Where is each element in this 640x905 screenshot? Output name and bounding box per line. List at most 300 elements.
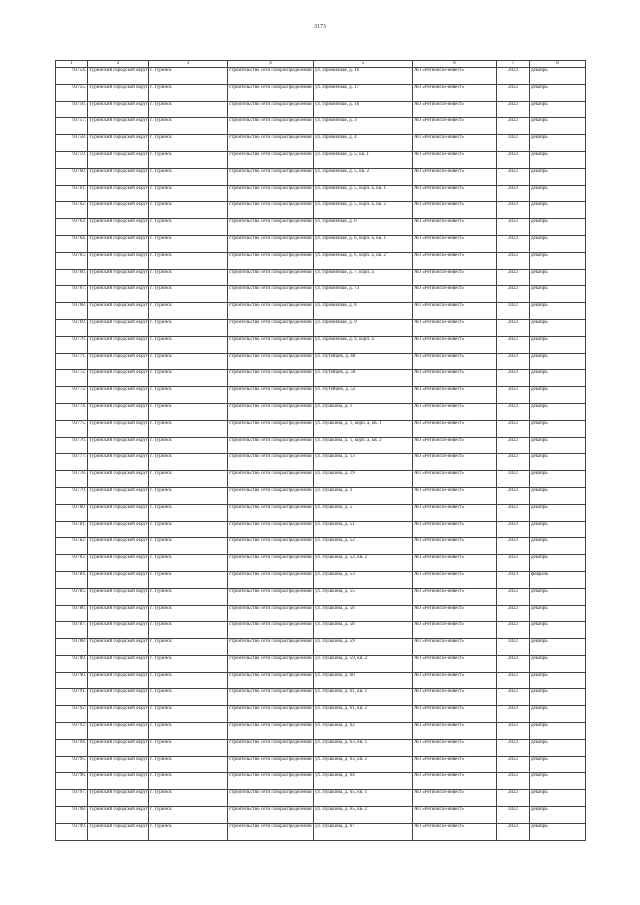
city-cell: г. Туринск — [149, 521, 228, 538]
row-number-cell: 93791. — [56, 689, 88, 706]
month-cell: декабрь — [530, 487, 586, 504]
organization-cell: АО «Регионгаз-инвест» — [413, 773, 497, 790]
district-cell: Туринский городской округ — [88, 471, 149, 488]
year-cell: 2022 — [497, 756, 530, 773]
month-cell: декабрь — [530, 538, 586, 555]
row-number-cell: 93761. — [56, 185, 88, 202]
table-row — [56, 84, 586, 101]
district-cell: Туринский городской округ — [88, 336, 149, 353]
district-cell: Туринский городской округ — [88, 571, 149, 588]
table-row — [56, 521, 586, 538]
row-number-cell: 93793. — [56, 723, 88, 740]
work-type-cell: строительство сети газораспределения — [228, 151, 314, 168]
address-cell: ул. Пушкина, д. 52, кв. 2 — [314, 555, 413, 572]
month-cell: декабрь — [530, 303, 586, 320]
month-cell: декабрь — [530, 454, 586, 471]
table-row — [56, 202, 586, 219]
month-cell: декабрь — [530, 555, 586, 572]
district-cell: Туринский городской округ — [88, 588, 149, 605]
work-type-cell: строительство сети газораспределения — [228, 286, 314, 303]
year-cell: 2022 — [497, 807, 530, 824]
work-type-cell: строительство сети газораспределения — [228, 202, 314, 219]
address-cell: ул. Пушкина, д. 13 — [314, 454, 413, 471]
city-cell: г. Туринск — [149, 739, 228, 756]
month-cell: декабрь — [530, 370, 586, 387]
address-cell: ул. Пушкина, д. 59, кв. 2 — [314, 655, 413, 672]
city-cell: г. Туринск — [149, 689, 228, 706]
month-cell: декабрь — [530, 588, 586, 605]
month-cell: декабрь — [530, 319, 586, 336]
table-row — [56, 689, 586, 706]
work-type-cell: строительство сети газораспределения — [228, 303, 314, 320]
organization-cell: АО «Регионгаз-инвест» — [413, 639, 497, 656]
table-row — [56, 101, 586, 118]
organization-cell: АО «Регионгаз-инвест» — [413, 521, 497, 538]
work-type-cell: строительство сети газораспределения — [228, 521, 314, 538]
month-cell: декабрь — [530, 336, 586, 353]
work-type-cell: строительство сети газораспределения — [228, 420, 314, 437]
city-cell: г. Туринск — [149, 135, 228, 152]
table-row — [56, 807, 586, 824]
month-cell: декабрь — [530, 689, 586, 706]
district-cell: Туринский городской округ — [88, 118, 149, 135]
work-type-cell: строительство сети газораспределения — [228, 387, 314, 404]
column-header: 1 — [56, 61, 88, 68]
address-cell: ул. Примичная, д. 5, корп. а, кв. 2 — [314, 202, 413, 219]
month-cell: декабрь — [530, 101, 586, 118]
city-cell: г. Туринск — [149, 118, 228, 135]
address-cell: ул. Пушкина, д. 61, кв. 2 — [314, 706, 413, 723]
organization-cell: АО «Регионгаз-инвест» — [413, 571, 497, 588]
address-cell: ул. Пушкина, д. 19 — [314, 471, 413, 488]
work-type-cell: строительство сети газораспределения — [228, 773, 314, 790]
month-cell: декабрь — [530, 723, 586, 740]
district-cell: Туринский городской округ — [88, 269, 149, 286]
city-cell: г. Туринск — [149, 790, 228, 807]
organization-cell: АО «Регионгаз-инвест» — [413, 555, 497, 572]
row-number-cell: 93788. — [56, 639, 88, 656]
district-cell: Туринский городской округ — [88, 84, 149, 101]
organization-cell: АО «Регионгаз-инвест» — [413, 739, 497, 756]
work-type-cell: строительство сети газораспределения — [228, 756, 314, 773]
table-row — [56, 639, 586, 656]
address-cell: ул. Пушкина, д. 65, кв. 1 — [314, 790, 413, 807]
address-cell: ул. Пушкина, д. 5 — [314, 504, 413, 521]
table-row — [56, 135, 586, 152]
organization-cell: АО «Регионгаз-инвест» — [413, 420, 497, 437]
table-row — [56, 269, 586, 286]
work-type-cell: строительство сети газораспределения — [228, 739, 314, 756]
address-cell: ул. Примичная, д. 9, корп. а — [314, 336, 413, 353]
work-type-cell: строительство сети газораспределения — [228, 823, 314, 840]
city-cell: г. Туринск — [149, 538, 228, 555]
table-row — [56, 605, 586, 622]
year-cell: 2022 — [497, 219, 530, 236]
month-cell: декабрь — [530, 420, 586, 437]
row-number-cell: 93783. — [56, 555, 88, 572]
table-row — [56, 286, 586, 303]
row-number-cell: 93781. — [56, 521, 88, 538]
organization-cell: АО «Регионгаз-инвест» — [413, 353, 497, 370]
table-row — [56, 68, 586, 85]
organization-cell: АО «Регионгаз-инвест» — [413, 319, 497, 336]
address-cell: ул. Пушкина, д. 62 — [314, 723, 413, 740]
month-cell: декабрь — [530, 202, 586, 219]
row-number-cell: 93768. — [56, 303, 88, 320]
organization-cell: АО «Регионгаз-инвест» — [413, 68, 497, 85]
row-number-cell: 93772. — [56, 370, 88, 387]
district-cell: Туринский городской округ — [88, 135, 149, 152]
address-cell: ул. Пушкина, д. 1 — [314, 403, 413, 420]
year-cell: 2022 — [497, 202, 530, 219]
district-cell: Туринский городской округ — [88, 219, 149, 236]
year-cell: 2022 — [497, 723, 530, 740]
address-cell: ул. Пушкина, д. 3 — [314, 487, 413, 504]
address-cell: ул. Пушкина, д. 58 — [314, 622, 413, 639]
city-cell: г. Туринск — [149, 68, 228, 85]
month-cell: февраль — [530, 571, 586, 588]
year-cell: 2022 — [497, 68, 530, 85]
year-cell: 2022 — [497, 235, 530, 252]
year-cell: 2022 — [497, 655, 530, 672]
work-type-cell: строительство сети газораспределения — [228, 723, 314, 740]
table-row — [56, 336, 586, 353]
row-number-cell: 93759. — [56, 151, 88, 168]
row-number-cell: 93766. — [56, 269, 88, 286]
district-cell: Туринский городской округ — [88, 823, 149, 840]
city-cell: г. Туринск — [149, 622, 228, 639]
row-number-cell: 93780. — [56, 504, 88, 521]
address-cell: ул. Пушкина, д. 64 — [314, 773, 413, 790]
district-cell: Туринский городской округ — [88, 504, 149, 521]
table-row — [56, 706, 586, 723]
city-cell: г. Туринск — [149, 437, 228, 454]
city-cell: г. Туринск — [149, 605, 228, 622]
organization-cell: АО «Регионгаз-инвест» — [413, 269, 497, 286]
work-type-cell: строительство сети газораспределения — [228, 403, 314, 420]
column-header: 2 — [88, 61, 149, 68]
table-row — [56, 571, 586, 588]
table-row — [56, 555, 586, 572]
city-cell: г. Туринск — [149, 807, 228, 824]
address-cell: ул. Примичная, д. 9 — [314, 319, 413, 336]
address-cell: ул. Пушкина, д. 60 — [314, 672, 413, 689]
work-type-cell: строительство сети газораспределения — [228, 101, 314, 118]
row-number-cell: 93777. — [56, 454, 88, 471]
work-type-cell: строительство сети газораспределения — [228, 168, 314, 185]
district-cell: Туринский городской округ — [88, 655, 149, 672]
work-type-cell: строительство сети газораспределения — [228, 84, 314, 101]
city-cell: г. Туринск — [149, 471, 228, 488]
year-cell: 2022 — [497, 353, 530, 370]
organization-cell: АО «Регионгаз-инвест» — [413, 538, 497, 555]
organization-cell: АО «Регионгаз-инвест» — [413, 219, 497, 236]
address-cell: ул. Примичная, д. 7, корп. а — [314, 269, 413, 286]
row-number-cell: 93754. — [56, 68, 88, 85]
month-cell: декабрь — [530, 185, 586, 202]
city-cell: г. Туринск — [149, 487, 228, 504]
district-cell: Туринский городской округ — [88, 790, 149, 807]
year-cell: 2022 — [497, 185, 530, 202]
organization-cell: АО «Регионгаз-инвест» — [413, 235, 497, 252]
city-cell: г. Туринск — [149, 504, 228, 521]
work-type-cell: строительство сети газораспределения — [228, 252, 314, 269]
column-header: 3 — [149, 61, 228, 68]
work-type-cell: строительство сети газораспределения — [228, 118, 314, 135]
month-cell: декабрь — [530, 286, 586, 303]
city-cell: г. Туринск — [149, 823, 228, 840]
month-cell: декабрь — [530, 471, 586, 488]
year-cell: 2022 — [497, 387, 530, 404]
address-cell: ул. Пушкина, д. 55 — [314, 588, 413, 605]
month-cell: декабрь — [530, 168, 586, 185]
district-cell: Туринский городской округ — [88, 521, 149, 538]
row-number-cell: 93782. — [56, 538, 88, 555]
year-cell: 2022 — [497, 588, 530, 605]
work-type-cell: строительство сети газораспределения — [228, 269, 314, 286]
district-cell: Туринский городской округ — [88, 555, 149, 572]
city-cell: г. Туринск — [149, 336, 228, 353]
year-cell: 2022 — [497, 168, 530, 185]
organization-cell: АО «Регионгаз-инвест» — [413, 403, 497, 420]
table-row — [56, 723, 586, 740]
row-number-cell: 93794. — [56, 739, 88, 756]
year-cell: 2022 — [497, 622, 530, 639]
address-cell: ул. Пушкина, д. 52 — [314, 538, 413, 555]
city-cell: г. Туринск — [149, 588, 228, 605]
district-cell: Туринский городской округ — [88, 807, 149, 824]
month-cell: декабрь — [530, 790, 586, 807]
year-cell: 2022 — [497, 286, 530, 303]
table-row — [56, 387, 586, 404]
organization-cell: АО «Регионгаз-инвест» — [413, 151, 497, 168]
year-cell: 2022 — [497, 269, 530, 286]
city-cell: г. Туринск — [149, 101, 228, 118]
year-cell: 2022 — [497, 135, 530, 152]
work-type-cell: строительство сети газораспределения — [228, 219, 314, 236]
month-cell: декабрь — [530, 84, 586, 101]
month-cell: декабрь — [530, 118, 586, 135]
table-row — [56, 655, 586, 672]
row-number-cell: 93797. — [56, 790, 88, 807]
city-cell: г. Туринск — [149, 235, 228, 252]
column-header: 5 — [314, 61, 413, 68]
month-cell: декабрь — [530, 387, 586, 404]
month-cell: декабрь — [530, 706, 586, 723]
organization-cell: АО «Регионгаз-инвест» — [413, 790, 497, 807]
district-cell: Туринский городской округ — [88, 68, 149, 85]
city-cell: г. Туринск — [149, 756, 228, 773]
month-cell: декабрь — [530, 219, 586, 236]
row-number-cell: 93790. — [56, 672, 88, 689]
district-cell: Туринский городской округ — [88, 723, 149, 740]
row-number-cell: 93792. — [56, 706, 88, 723]
address-cell: ул. Примичная, д. 17 — [314, 84, 413, 101]
work-type-cell: строительство сети газораспределения — [228, 353, 314, 370]
work-type-cell: строительство сети газораспределения — [228, 487, 314, 504]
year-cell: 2022 — [497, 252, 530, 269]
work-type-cell: строительство сети газораспределения — [228, 588, 314, 605]
organization-cell: АО «Регионгаз-инвест» — [413, 605, 497, 622]
year-cell: 2022 — [497, 790, 530, 807]
organization-cell: АО «Регионгаз-инвест» — [413, 655, 497, 672]
work-type-cell: строительство сети газораспределения — [228, 504, 314, 521]
year-cell: 2022 — [497, 101, 530, 118]
table-row — [56, 588, 586, 605]
organization-cell: АО «Регионгаз-инвест» — [413, 437, 497, 454]
register-table — [55, 60, 586, 841]
month-cell: декабрь — [530, 823, 586, 840]
month-cell: декабрь — [530, 605, 586, 622]
year-cell: 2022 — [497, 689, 530, 706]
district-cell: Туринский городской округ — [88, 202, 149, 219]
table-row — [56, 504, 586, 521]
row-number-cell: 93786. — [56, 605, 88, 622]
address-cell: ул. Пушкина, д. 51 — [314, 521, 413, 538]
column-header: 6 — [413, 61, 497, 68]
year-cell: 2023 — [497, 571, 530, 588]
city-cell: г. Туринск — [149, 202, 228, 219]
row-number-cell: 93796. — [56, 773, 88, 790]
row-number-cell: 93774. — [56, 403, 88, 420]
organization-cell: АО «Регионгаз-инвест» — [413, 303, 497, 320]
city-cell: г. Туринск — [149, 571, 228, 588]
organization-cell: АО «Регионгаз-инвест» — [413, 588, 497, 605]
district-cell: Туринский городской округ — [88, 252, 149, 269]
work-type-cell: строительство сети газораспределения — [228, 655, 314, 672]
row-number-cell: 93762. — [56, 202, 88, 219]
year-cell: 2022 — [497, 823, 530, 840]
organization-cell: АО «Регионгаз-инвест» — [413, 252, 497, 269]
address-cell: ул. Пушкина, д. 53 — [314, 571, 413, 588]
city-cell: г. Туринск — [149, 353, 228, 370]
table-row — [56, 420, 586, 437]
row-number-cell: 93787. — [56, 622, 88, 639]
district-cell: Туринский городской округ — [88, 370, 149, 387]
organization-cell: АО «Регионгаз-инвест» — [413, 756, 497, 773]
organization-cell: АО «Регионгаз-инвест» — [413, 387, 497, 404]
organization-cell: АО «Регионгаз-инвест» — [413, 336, 497, 353]
district-cell: Туринский городской округ — [88, 387, 149, 404]
table-row — [56, 185, 586, 202]
address-cell: ул. Пушкина, д. 65, кв. 2 — [314, 807, 413, 824]
table-row — [56, 756, 586, 773]
row-number-cell: 93760. — [56, 168, 88, 185]
address-cell: ул. Примичная, д. 4 — [314, 135, 413, 152]
district-cell: Туринский городской округ — [88, 319, 149, 336]
table-row — [56, 353, 586, 370]
table-row — [56, 739, 586, 756]
table-row — [56, 252, 586, 269]
year-cell: 2022 — [497, 336, 530, 353]
month-cell: декабрь — [530, 639, 586, 656]
year-cell: 2022 — [497, 639, 530, 656]
year-cell: 2022 — [497, 706, 530, 723]
column-header: 7 — [497, 61, 530, 68]
row-number-cell: 93770. — [56, 336, 88, 353]
city-cell: г. Туринск — [149, 219, 228, 236]
row-number-cell: 93789. — [56, 655, 88, 672]
district-cell: Туринский городской округ — [88, 437, 149, 454]
city-cell: г. Туринск — [149, 454, 228, 471]
row-number-cell: 93755. — [56, 84, 88, 101]
table-row — [56, 790, 586, 807]
city-cell: г. Туринск — [149, 269, 228, 286]
organization-cell: АО «Регионгаз-инвест» — [413, 706, 497, 723]
year-cell: 2022 — [497, 319, 530, 336]
city-cell: г. Туринск — [149, 286, 228, 303]
row-number-cell: 93776. — [56, 437, 88, 454]
work-type-cell: строительство сети газораспределения — [228, 689, 314, 706]
organization-cell: АО «Регионгаз-инвест» — [413, 471, 497, 488]
year-cell: 2022 — [497, 471, 530, 488]
row-number-cell: 93785. — [56, 588, 88, 605]
organization-cell: АО «Регионгаз-инвест» — [413, 723, 497, 740]
month-cell: декабрь — [530, 739, 586, 756]
table-row — [56, 823, 586, 840]
city-cell: г. Туринск — [149, 403, 228, 420]
row-number-cell: 93798. — [56, 807, 88, 824]
column-number-row — [56, 61, 586, 68]
work-type-cell: строительство сети газораспределения — [228, 672, 314, 689]
district-cell: Туринский городской округ — [88, 487, 149, 504]
table-row — [56, 487, 586, 504]
address-cell: ул. Примичная, д. 6 — [314, 219, 413, 236]
city-cell: г. Туринск — [149, 185, 228, 202]
organization-cell: АО «Регионгаз-инвест» — [413, 84, 497, 101]
city-cell: г. Туринск — [149, 151, 228, 168]
year-cell: 2022 — [497, 538, 530, 555]
address-cell: ул. Примичная, д. 16 — [314, 68, 413, 85]
city-cell: г. Туринск — [149, 303, 228, 320]
row-number-cell: 93764. — [56, 235, 88, 252]
organization-cell: АО «Регионгаз-инвест» — [413, 487, 497, 504]
address-cell: ул. Примичная, д. 73 — [314, 286, 413, 303]
work-type-cell: строительство сети газораспределения — [228, 622, 314, 639]
table-row — [56, 319, 586, 336]
month-cell: декабрь — [530, 151, 586, 168]
month-cell: декабрь — [530, 353, 586, 370]
row-number-cell: 93775. — [56, 420, 88, 437]
month-cell: декабрь — [530, 403, 586, 420]
city-cell: г. Туринск — [149, 319, 228, 336]
district-cell: Туринский городской округ — [88, 756, 149, 773]
year-cell: 2022 — [497, 303, 530, 320]
table-row — [56, 219, 586, 236]
table-row — [56, 773, 586, 790]
work-type-cell: строительство сети газораспределения — [228, 605, 314, 622]
year-cell: 2022 — [497, 605, 530, 622]
district-cell: Туринский городской округ — [88, 185, 149, 202]
city-cell: г. Туринск — [149, 420, 228, 437]
organization-cell: АО «Регионгаз-инвест» — [413, 101, 497, 118]
work-type-cell: строительство сети газораспределения — [228, 807, 314, 824]
address-cell: ул. Примичная, д. 18 — [314, 101, 413, 118]
table-body — [56, 68, 586, 841]
district-cell: Туринский городской округ — [88, 454, 149, 471]
district-cell: Туринский городской округ — [88, 639, 149, 656]
year-cell: 2022 — [497, 672, 530, 689]
district-cell: Туринский городской округ — [88, 303, 149, 320]
work-type-cell: строительство сети газораспределения — [228, 706, 314, 723]
table-row — [56, 235, 586, 252]
page-number: 3173 — [314, 24, 326, 30]
district-cell: Туринский городской округ — [88, 353, 149, 370]
district-cell: Туринский городской округ — [88, 235, 149, 252]
month-cell: декабрь — [530, 235, 586, 252]
month-cell: декабрь — [530, 135, 586, 152]
table-row — [56, 168, 586, 185]
